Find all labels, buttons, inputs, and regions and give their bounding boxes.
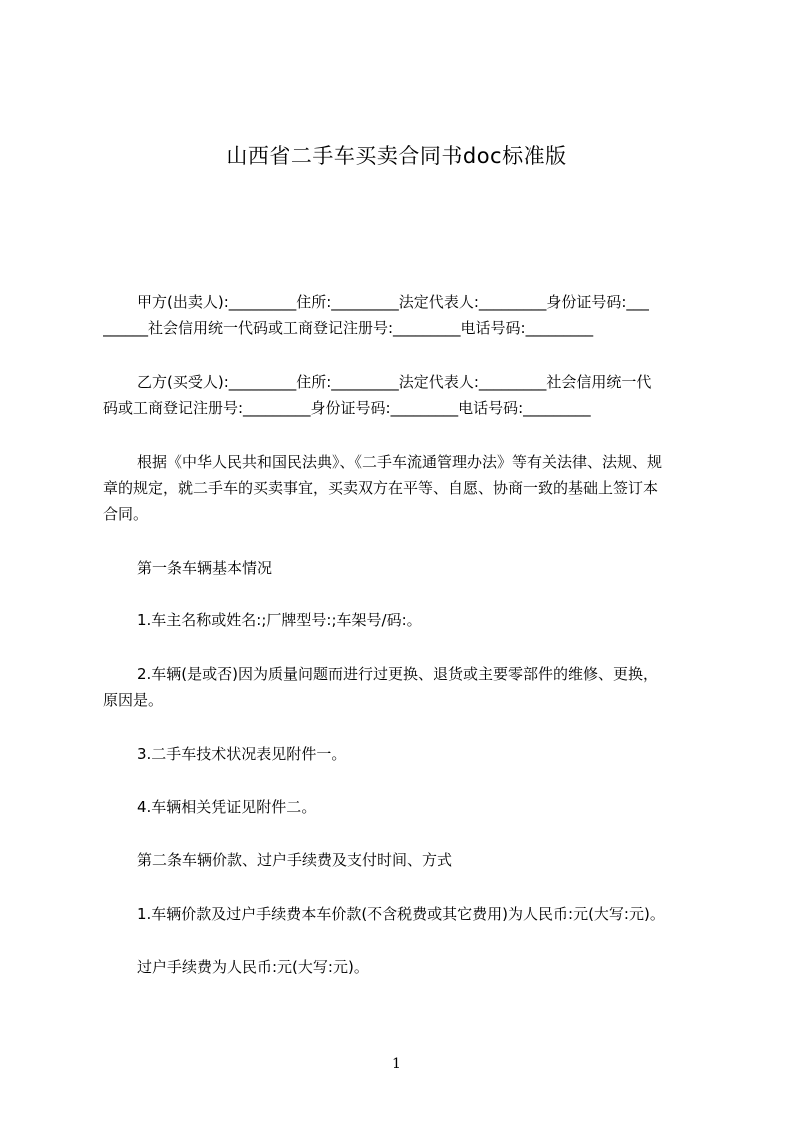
article-2-fee: 过户手续费为人民币:元(大写:元)。	[137, 958, 369, 976]
article-2-heading: 第二条车辆价款、过户手续费及支付时间、方式	[137, 851, 453, 869]
article-1-item-4: 4.车辆相关凭证见附件二。	[137, 798, 317, 816]
preamble-paragraph	[103, 449, 703, 527]
preamble-line-2: 章的规定，就二手车的买卖事宜，买卖双方在平等、自愿、协商一致的基础上签订本	[103, 479, 659, 497]
party-b-line-1: 乙方(买受人):_________住所:_________法定代表人:_________社会信用统一代	[137, 373, 652, 391]
article-1-item-2	[103, 661, 703, 713]
party-a-line-1: 甲方(出卖人):_________住所:_________法定代表人:_________身份证号码:___	[137, 293, 649, 311]
article-1-item-2-line-1: 2.车辆(是或否)因为质量问题而进行过更换、退货或主要零部件的维修、更换，	[137, 665, 659, 683]
preamble-line-3: 合同。	[103, 505, 149, 523]
article-2-item-1: 1.车辆价款及过户手续费本车价款(不含税费或其它费用)为人民币:元(大写:元)。	[137, 905, 665, 923]
article-1-heading: 第一条车辆基本情况	[137, 559, 273, 577]
document-title: 山西省二手车买卖合同书doc标准版	[226, 144, 567, 168]
article-1-item-2-line-2: 原因是。	[103, 691, 164, 709]
party-a-line-2: ______社会信用统一代码或工商登记注册号:_________电话号码:_________	[103, 319, 594, 337]
article-1-item-1: 1.车主名称或姓名:;厂牌型号:;车架号/码:。	[137, 611, 422, 629]
party-b-paragraph	[103, 369, 703, 421]
preamble-line-1: 根据《中华人民共和国民法典》、《二手车流通管理办法》等有关法律、法规、规	[137, 453, 663, 471]
party-a-paragraph	[103, 289, 703, 341]
party-b-line-2: 码或工商登记注册号:_________身份证号码:_________电话号码:_________	[103, 399, 591, 417]
article-1-item-3: 3.二手车技术状况表见附件一。	[137, 745, 347, 763]
page-number: 1	[392, 1056, 401, 1072]
